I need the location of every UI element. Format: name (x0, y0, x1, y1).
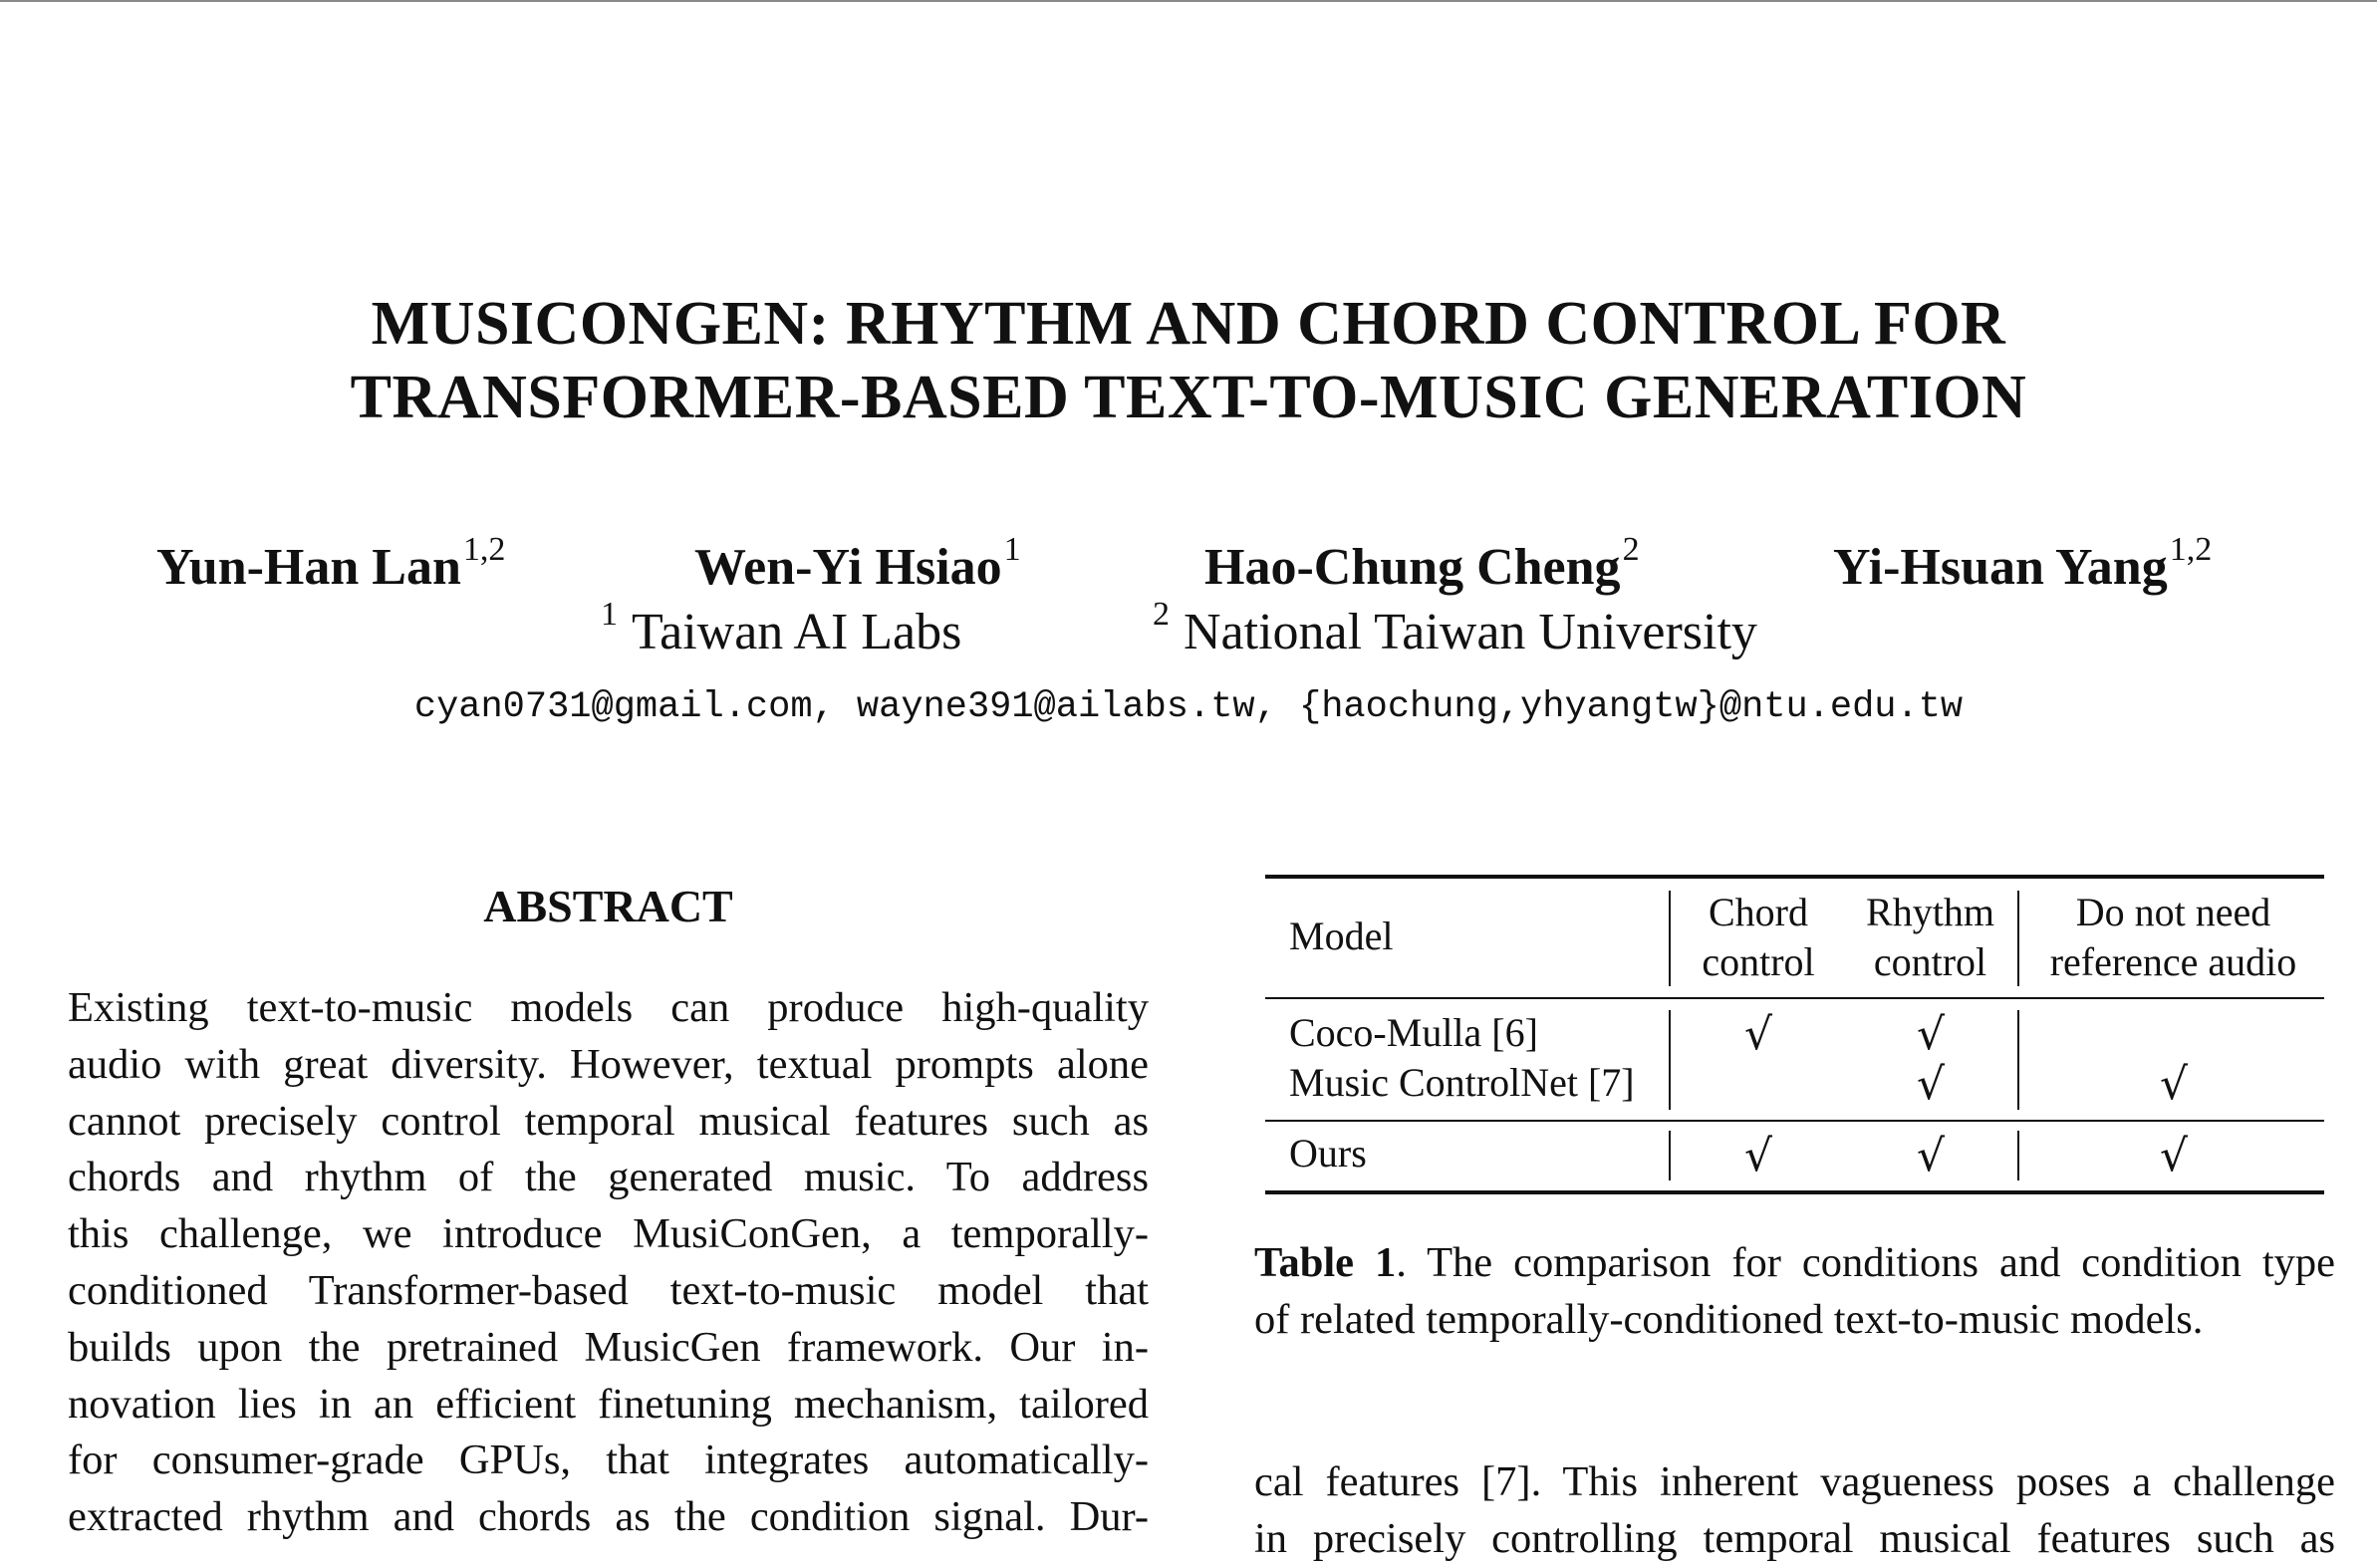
check-mark-chord: √ (1743, 1009, 1773, 1060)
check-mark-chord: √ (1743, 1131, 1773, 1181)
caption-label: Table 1 (1254, 1239, 1397, 1286)
table-vline (2017, 891, 2019, 986)
text-line: builds upon the pretrained MusicGen framework. Our in- (68, 1323, 1149, 1371)
author-emails: cyan0731@gmail.com, wayne391@ailabs.tw, {haochung,yhyangtw}@ntu.edu.tw (413, 686, 1964, 728)
author-name: Yi-Hsuan Yang$^{1,2}$ (1833, 531, 2213, 596)
caption-line: Table 1. The comparison for conditions and condition type (1254, 1239, 2335, 1286)
check-mark-rhythm: √ (1916, 1131, 1946, 1181)
header-chord: Chord control (1702, 890, 1815, 984)
paper-title (0, 287, 2377, 434)
text-line: audio with great diversity. However, textual prompts alone (68, 1040, 1149, 1088)
text-line: this challenge, we introduce MusiConGen, a temporally- (68, 1210, 1149, 1258)
author-name: Wen-Yi Hsiao$^1$ (694, 531, 1021, 596)
text-line: extracted rhythm and chords as the condition signal. Dur- (68, 1493, 1149, 1541)
author-name: Yun-Han Lan$^{1,2}$ (156, 531, 506, 596)
title-line: MUSICONGEN: RHYTHM AND CHORD CONTROL FOR (371, 290, 2006, 358)
affiliation: $^1$ Taiwan AI Labs (601, 596, 962, 660)
text-line: cal features [7]. This inherent vagueness poses a challenge (1254, 1458, 2335, 1505)
table-top-rule (1265, 875, 2324, 879)
table-vline (1669, 891, 1671, 986)
check-mark-no-ref: √ (2159, 1131, 2189, 1181)
affiliation: $^2$ National Taiwan University (1153, 596, 1757, 660)
header-rhythm: Rhythm control (1866, 890, 1994, 984)
text-line: cannot precisely control temporal musical features such as (68, 1097, 1149, 1145)
table-bottom-rule (1265, 1190, 2324, 1194)
text-line: novation lies in an efficient finetuning mechanism, tailored (68, 1380, 1149, 1428)
table-vline (1669, 1010, 1671, 1110)
table-mid-rule (1265, 1120, 2324, 1122)
caption-line: of related temporally-conditioned text-to-music models. (1254, 1295, 2204, 1343)
text-line: Existing text-to-music models can produce high-quality (68, 984, 1149, 1031)
row-model: Coco-Mulla [6] (1289, 1010, 1538, 1055)
table-header-rule (1265, 997, 2324, 999)
table-vline (2017, 1131, 2019, 1180)
table-vline (2017, 1010, 2019, 1110)
author-name: Hao-Chung Cheng$^2$ (1204, 531, 1640, 596)
abstract-heading: ABSTRACT (483, 881, 733, 931)
header-no-reference: Do not need reference audio (2049, 890, 2297, 984)
check-mark-no-ref: √ (2159, 1059, 2189, 1110)
check-mark-rhythm: √ (1916, 1009, 1946, 1060)
text-line: in precisely controlling temporal musical features such as (1254, 1514, 2335, 1562)
title-line: TRANSFORMER-BASED TEXT-TO-MUSIC GENERATION (350, 364, 2027, 431)
text-line: conditioned Transformer-based text-to-music model that (68, 1266, 1149, 1314)
text-line: chords and rhythm of the generated music. To address (68, 1154, 1149, 1201)
check-mark-rhythm: √ (1916, 1059, 1946, 1110)
right-column-body (1254, 1454, 2335, 1568)
text-line: for consumer-grade GPUs, that integrates automatically- (68, 1437, 1149, 1484)
row-model: Music ControlNet [7] (1289, 1060, 1635, 1105)
abstract-body (68, 980, 1149, 1546)
table-caption (1254, 1235, 2335, 1349)
row-model: Ours (1289, 1131, 1367, 1176)
table-vline (1669, 1131, 1671, 1180)
header-model: Model (1289, 914, 1394, 958)
